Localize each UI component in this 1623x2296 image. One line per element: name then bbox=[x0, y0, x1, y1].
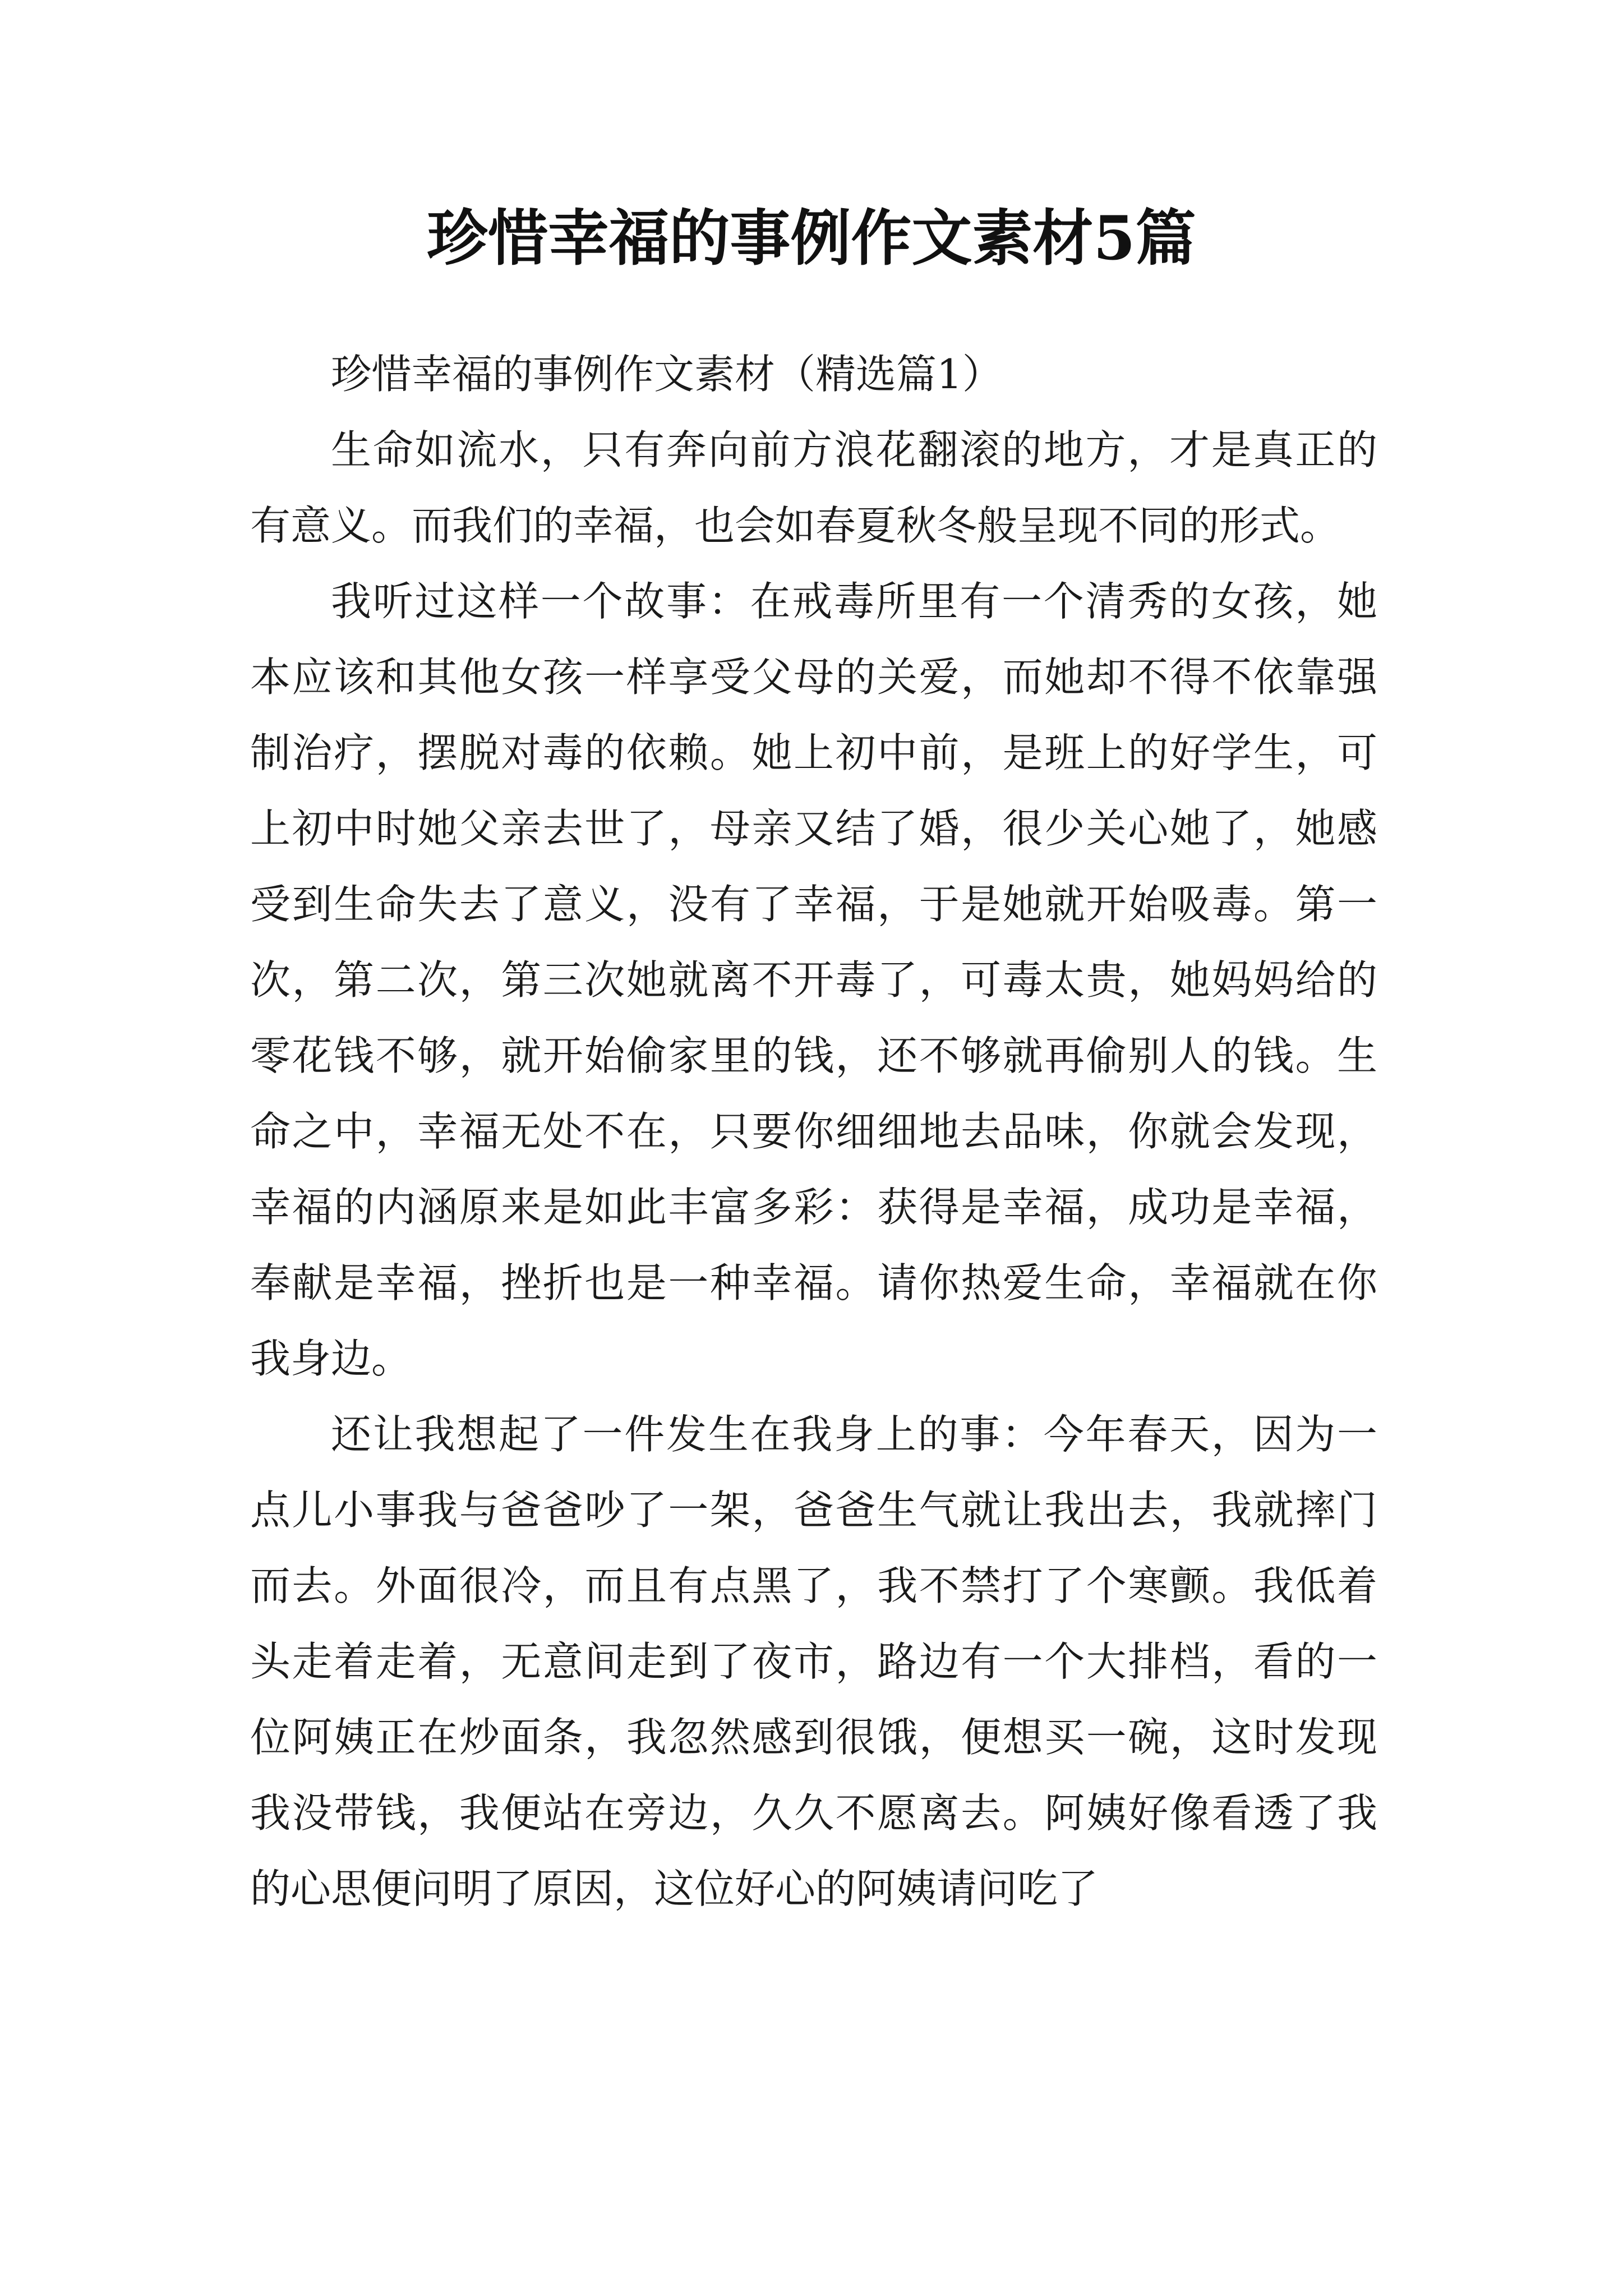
document-title: 珍惜幸福的事例作文素材5篇 bbox=[427, 203, 1196, 274]
paragraph-3: 还让我想起了一件发生在我身上的事：今年春天，因为一点儿小事我与爸爸吵了一架，爸爸生气就让我出去，我就摔门而去。外面很冷，而且有点黑了，我不禁打了个寒颤。我低着头走着走着，无意间走到了夜市，路边有一个大排档，看的一位阿姨正在炒面条，我忽然感到很饿，便想买一碗，这时发现我没带钱，我便站在旁边，久久不愿离去。阿姨好像看透了我的心思便问明了原因，这位好心的阿姨请问吃了 bbox=[250, 1411, 1377, 1912]
paragraph-1: 生命如流水，只有奔向前方浪花翻滚的地方，才是真正的有意义。而我们的幸福，也会如春夏秋冬般呈现不同的形式。 bbox=[250, 426, 1377, 549]
document-body bbox=[250, 337, 1377, 1927]
section-heading: 珍惜幸福的事例作文素材（精选篇1） bbox=[331, 351, 1003, 398]
paragraph-2: 我听过这样一个故事：在戒毒所里有一个清秀的女孩，她本应该和其他女孩一样享受父母的关爱，而她却不得不依靠强制治疗，摆脱对毒的依赖。她上初中前，是班上的好学生，可上初中时她父亲去世了，母亲又结了婚，很少关心她了，她感受到生命失去了意义，没有了幸福，于是她就开始吸毒。第一次，第二次，第三次她就离不开毒了，可毒太贵，她妈妈给的零花钱不够，就开始偷家里的钱，还不够就再偷别人的钱。生命之中，幸福无处不在，只要你细细地去品味，你就会发现，幸福的内涵原来是如此丰富多彩：获得是幸福，成功是幸福，奉献是幸福，挫折也是一种幸福。请你热爱生命，幸福就在你我身边。 bbox=[250, 578, 1377, 1382]
